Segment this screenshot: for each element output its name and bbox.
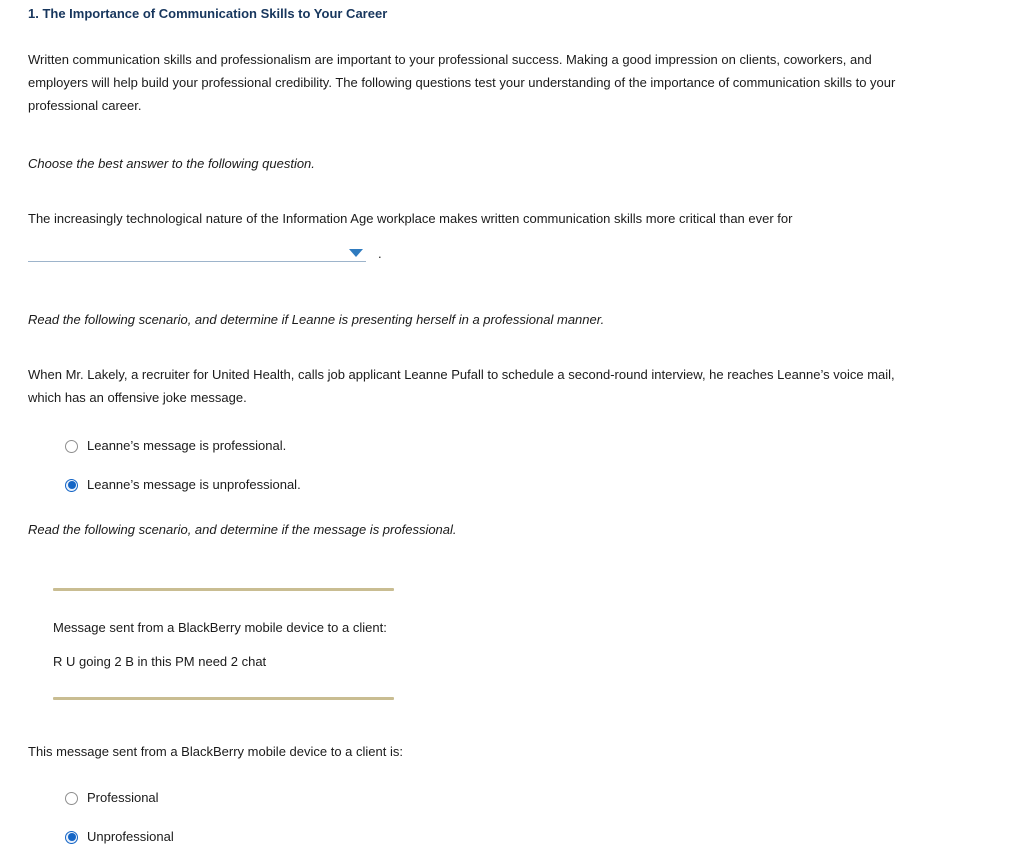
radio-selected-icon[interactable] — [65, 479, 78, 492]
option-unprofessional[interactable] — [65, 828, 996, 846]
question-1-answer-row — [28, 240, 996, 262]
divider-top — [53, 588, 394, 591]
instruction-scenario-leanne: Read the following scenario, and determine if Leanne is presenting herself in a professional manner. — [28, 312, 605, 327]
question-3-text: This message sent from a BlackBerry mobile device to a client is: — [28, 744, 403, 759]
option-label: Leanne’s message is professional. — [87, 438, 287, 453]
option-leanne-unprofessional[interactable] — [65, 476, 996, 494]
instruction-choose-best-answer: Choose the best answer to the following question. — [28, 156, 315, 171]
divider-bottom — [53, 697, 394, 700]
message-body: R U going 2 B in this PM need 2 chat — [53, 654, 267, 669]
option-label: Unprofessional — [87, 829, 174, 844]
section-title: 1. The Importance of Communication Skills to Your Career — [28, 6, 388, 21]
sentence-period: . — [378, 246, 382, 261]
radio-unselected-icon[interactable] — [65, 440, 78, 453]
radio-selected-icon[interactable] — [65, 831, 78, 844]
dropdown-selected-value — [28, 240, 366, 260]
question-2-options — [65, 437, 996, 494]
dropdown-caret-icon[interactable] — [349, 249, 363, 257]
radio-unselected-icon[interactable] — [65, 792, 78, 805]
answer-dropdown[interactable] — [28, 240, 366, 262]
message-header: Message sent from a BlackBerry mobile device to a client: — [53, 620, 387, 635]
option-label: Professional — [87, 790, 159, 805]
intro-paragraph: Written communication skills and professionalism are important to your professional success. Making a good impression on clients, coworkers, and employers will help build your professional credibility. The following questions test your understanding of the importance of communication skills to your professional career. — [28, 52, 896, 113]
question-1-text: The increasingly technological nature of the Information Age workplace makes written communication skills more critical than ever for — [28, 211, 793, 226]
option-professional[interactable] — [65, 789, 996, 807]
message-box — [53, 588, 996, 700]
option-label: Leanne’s message is unprofessional. — [87, 477, 301, 492]
option-leanne-professional[interactable] — [65, 437, 996, 455]
instruction-scenario-message: Read the following scenario, and determine if the message is professional. — [28, 522, 457, 537]
scenario-leanne-text: When Mr. Lakely, a recruiter for United Health, calls job applicant Leanne Pufall to schedule a second-round interview, he reaches Leanne’s voice mail, which has an offensive joke message. — [28, 367, 895, 405]
question-3-options — [65, 789, 996, 846]
